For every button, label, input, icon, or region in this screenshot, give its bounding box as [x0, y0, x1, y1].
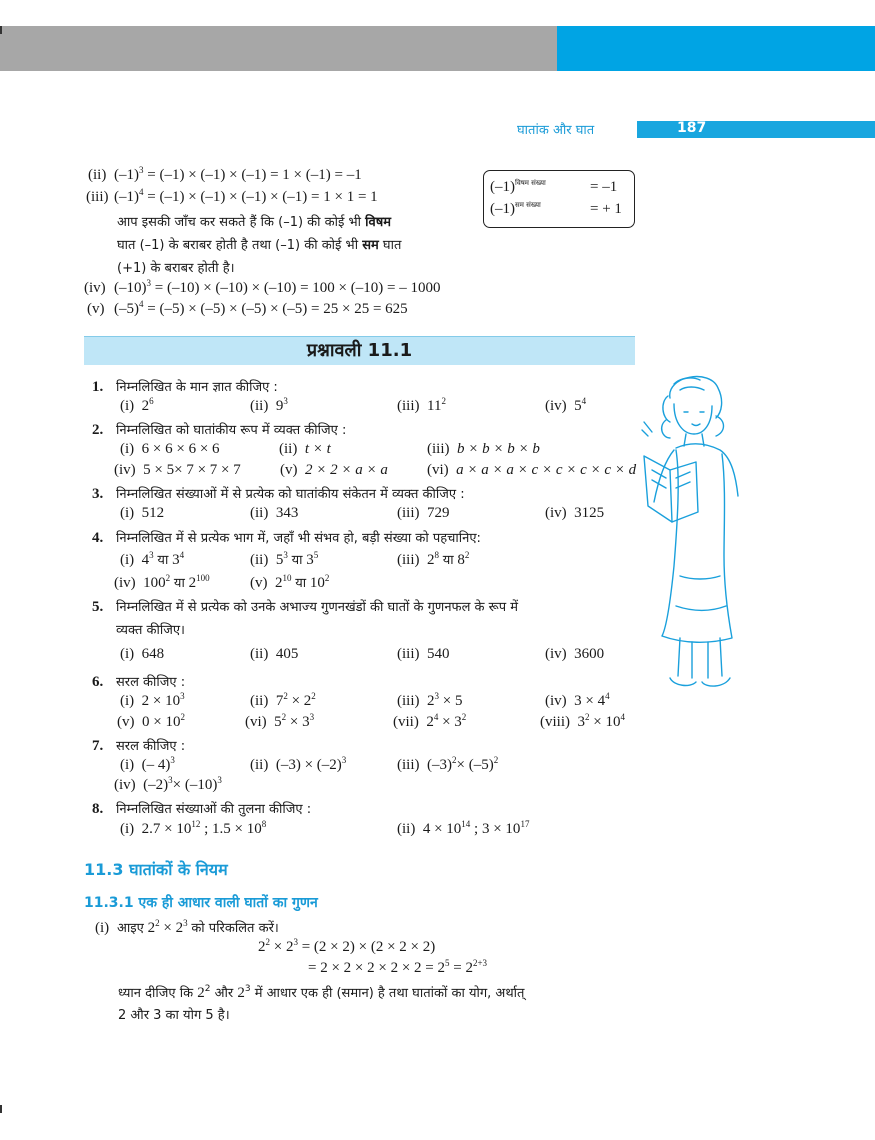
q5-iv: (iv) 3600: [545, 646, 605, 662]
example-iii: (iii) $(-1)^4 = (-1) \times (-1) \times (-1) \times (-1) = 1 \times 1 = 1$: [86, 187, 378, 205]
q6-vii: (vii) $2^4 \times 3^2$: [393, 712, 467, 730]
page-number-band: [637, 121, 875, 138]
example-iv: (iv) $(-10)^3 = (-10) \times (-10) \times (-10) = 100 \times (-10)$ = – 1000: [84, 278, 441, 296]
q7-ii: (ii) $(-3) \times (-2)^3$: [250, 755, 347, 773]
section-note-line2: 2 और 3 का योग 5 है।: [118, 1008, 230, 1023]
q8-ii: (ii) $4 \times 10^{14}$ ; $3 \times 10^{17}$: [397, 819, 530, 837]
q3-prompt: 3. निम्नलिखित संख्याओं में से प्रत्येक को घातांकीय संकेतन में व्यक्त कीजिए :: [92, 486, 465, 502]
example-check-line3: (+1) के बराबर होती है।: [117, 261, 235, 276]
q5-ii: (ii) 405: [250, 646, 299, 662]
q7-iii: (iii) $(-3)^2\times (-5)^2$: [397, 755, 499, 773]
q4-iv: (iv) $100^2$ या $2^{100}$: [114, 573, 210, 591]
header-blue-band: [557, 26, 875, 71]
q2-iii: (iii) b × b × b × b: [427, 441, 540, 457]
q5-iii: (iii) 540: [397, 646, 450, 662]
q5-i: (i) 648: [120, 646, 165, 662]
q8-prompt: 8. निम्नलिखित संख्याओं की तुलना कीजिए :: [92, 801, 312, 817]
q6-vi: (vi) $5^2 \times 3^3$: [245, 712, 315, 730]
q4-i: (i) $4^3$ या $3^4$: [120, 550, 185, 568]
crop-mark: [0, 1105, 2, 1113]
note-even-power: $(-1)^{सम संख्या}$: [490, 201, 541, 217]
q3-i: (i) 512: [120, 505, 165, 521]
q5-prompt-line2: व्यक्त कीजिए।: [116, 623, 185, 638]
girl-book: [644, 456, 698, 522]
girl-hair: [662, 377, 724, 438]
q4-iii: (iii) $2^8$ या $8^2$: [397, 550, 470, 568]
q6-viii: (viii) $3^2 \times 10^4$: [540, 712, 625, 730]
section-note-line1: ध्यान दीजिए कि $2^2$ और $2^3$ में आधार एक ही (समान) है तथा घातांकों का योग, अर्थात्: [118, 984, 525, 1001]
exercise-title: प्रश्नावली 11.1: [306, 340, 413, 361]
q1-iii: (iii) $11^2$: [397, 396, 446, 414]
q3-ii: (ii) 343: [250, 505, 299, 521]
q6-ii: (ii) $7^2 \times 2^2$: [250, 691, 316, 709]
q6-i: (i) $2 \times 10^3$: [120, 691, 185, 709]
q2-v: (v) 2 × 2 × a × a: [280, 462, 388, 478]
q2-vi: (vi) a × a × a × c × c × c × c × d: [427, 462, 637, 478]
q6-iii: (iii) $2^3 \times 5$: [397, 691, 463, 709]
page-number: 187: [677, 120, 707, 136]
q7-iv: (iv) $(-2)^3\times (-10)^3$: [114, 775, 222, 793]
q1-iv: (iv) $5^4$: [545, 396, 587, 414]
note-odd-value: = –1: [590, 179, 618, 195]
example-ii: (ii) $(-1)^3 = (-1) \times (-1) \times (-1) = 1 \times (-1) = -1$: [88, 165, 362, 183]
q3-iii: (iii) 729: [397, 505, 450, 521]
q6-v: (v) $0 \times 10^2$: [117, 712, 185, 730]
section-heading: 11.3 घातांकों के नियम: [84, 860, 228, 879]
example-check-line1: आप इसकी जाँच कर सकते हैं कि (–1) की कोई भी विषम: [117, 215, 392, 230]
q6-iv: (iv) $3 \times 4^4$: [545, 691, 610, 709]
q5-prompt: 5. निम्नलिखित में से प्रत्येक को उनके अभाज्य गुणनखंडों की घातों के गुणनफल के रूप में: [92, 599, 519, 615]
q2-prompt: 2. निम्नलिखित को घातांकीय रूप में व्यक्त कीजिए :: [92, 422, 347, 438]
girl-legs: [670, 638, 730, 686]
motion-strokes: [642, 422, 652, 436]
q4-prompt: 4. निम्नलिखित में से प्रत्येक भाग में, जहाँ भी संभव हो, बड़ी संख्या को पहचानिए:: [92, 530, 481, 546]
note-even-value: = + 1: [590, 201, 622, 217]
note-odd-power: $(-1)^{विषम संख्या}$: [490, 179, 546, 195]
q7-prompt: 7. सरल कीजिए :: [92, 738, 186, 754]
subsection-heading: 11.3.1 एक ही आधार वाली घातों का गुणन: [84, 895, 318, 911]
q6-prompt: 6. सरल कीजिए :: [92, 674, 186, 690]
q2-i: (i) 6 × 6 × 6 × 6: [120, 441, 220, 457]
q2-iv: (iv) 5 × 5× 7 × 7 × 7: [114, 462, 241, 478]
header-gray-band: [0, 26, 557, 71]
equation-line1: $2^2 \times 2^3 = (2 \times 2) \times (2 \times 2 \times 2)$: [258, 937, 436, 955]
q2-ii: (ii) t × t: [279, 441, 331, 457]
q4-v: (v) $2^{10}$ या $10^2$: [250, 573, 330, 591]
equation-line2: = $2 \times 2 \times 2 \times 2 \times 2 = 2^5 = 2^{2+3}$: [308, 958, 488, 976]
example-v: (v) $(-5)^4 = (-5) \times (-5) \times (-5) \times (-5) = 25 \times 25 = 625$: [87, 299, 408, 317]
q1-prompt: 1. निम्नलिखित के मान ज्ञात कीजिए :: [92, 379, 278, 395]
q8-i: (i) $2.7 \times 10^{12}$ ; $1.5 \times 10^8$: [120, 819, 267, 837]
q7-i: (i) (– 4)$^3$: [120, 755, 175, 773]
q4-ii: (ii) $5^3$ या $3^5$: [250, 550, 319, 568]
q3-iv: (iv) 3125: [545, 505, 605, 521]
crop-mark: [0, 26, 2, 34]
running-title: घातांक और घात: [517, 123, 595, 138]
q1-ii: (ii) $9^3$: [250, 396, 288, 414]
girl-reading-illustration: [640, 366, 750, 698]
girl-face: [674, 404, 712, 434]
example-check-line2: घात (–1) के बराबर होती है तथा (–1) की कोई भी सम घात: [117, 238, 402, 253]
section-intro: (i) आइए $2^2 \times 2^3$ को परिकलित करें।: [95, 918, 279, 936]
q1-i: (i) $2^6$: [120, 396, 154, 414]
